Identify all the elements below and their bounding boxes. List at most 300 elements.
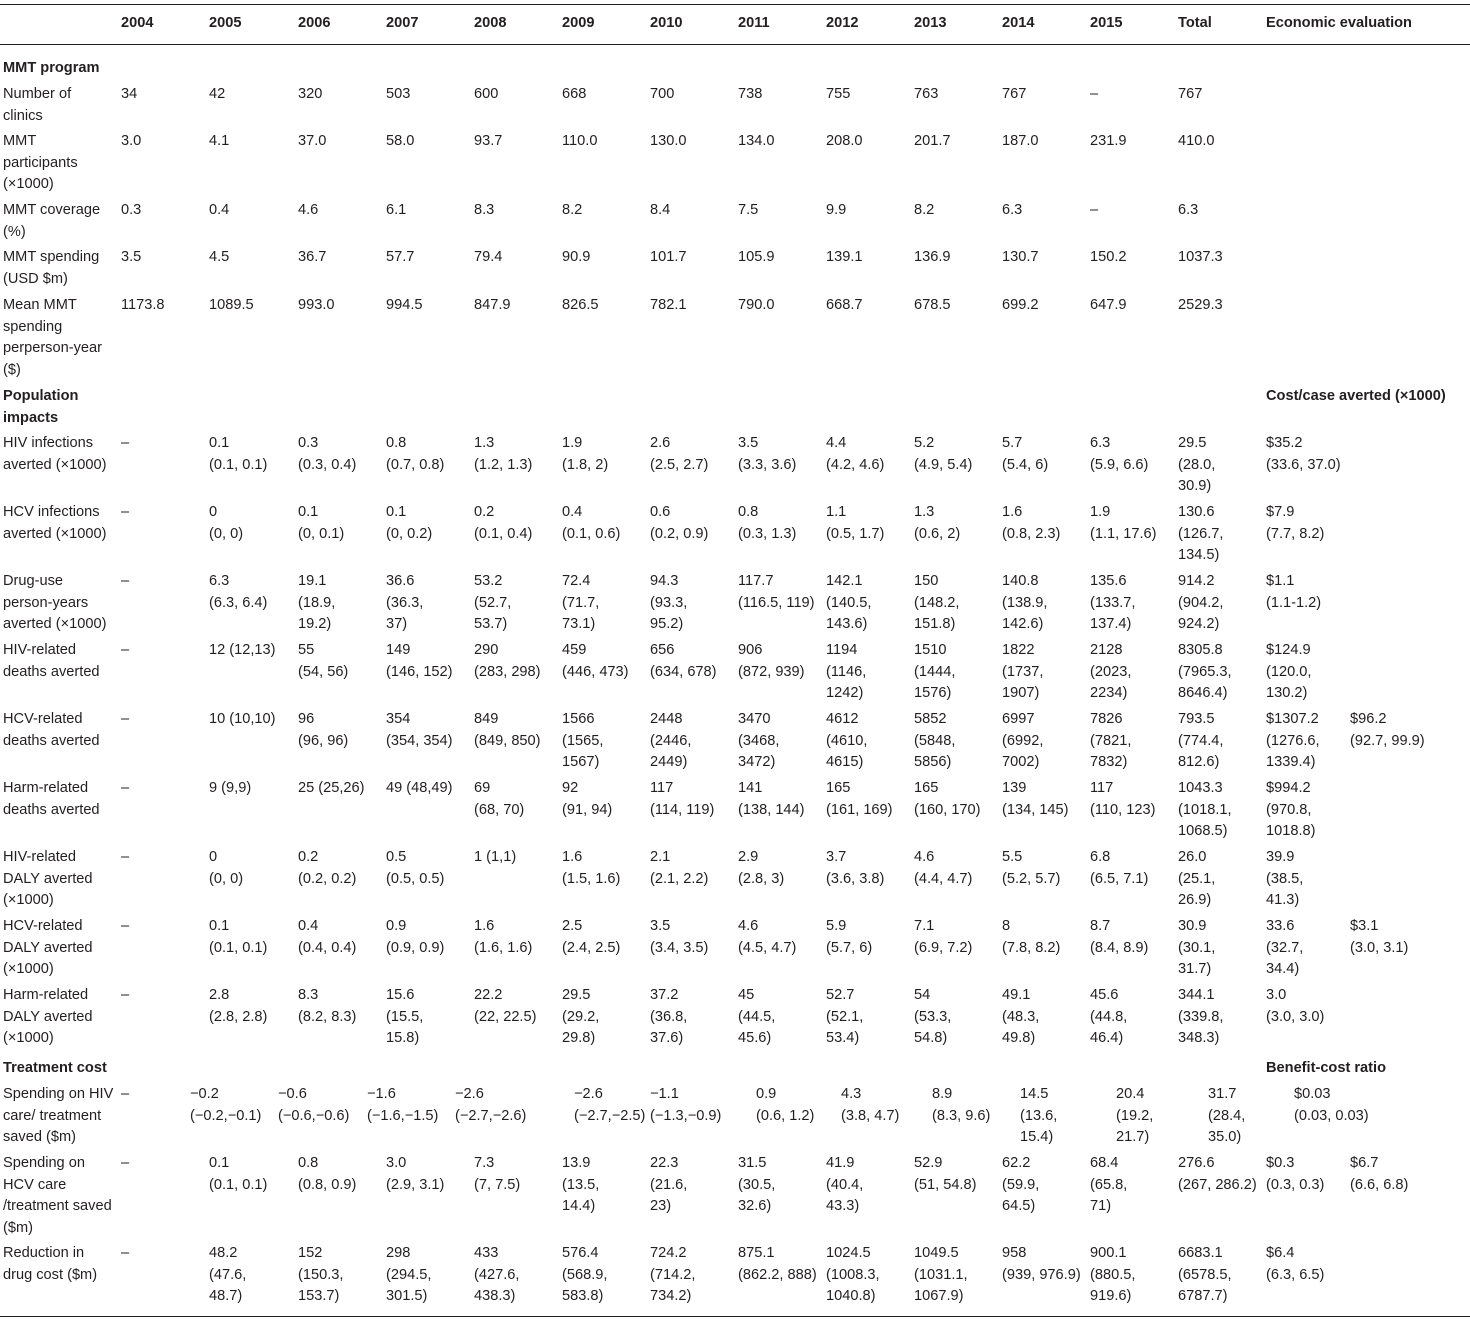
table-cell: (160, 170) <box>914 801 981 818</box>
table-cell: 130.7 <box>1002 249 1039 265</box>
table-cell: (1031.1, <box>914 1266 968 1283</box>
table-cell: (140.5, <box>826 594 872 611</box>
table-cell: (0.1, 0.1) <box>209 939 268 956</box>
table-cell: (13.5, <box>562 1176 600 1193</box>
row-label: (×1000) <box>3 961 54 977</box>
table-cell: (52.1, <box>826 1008 864 1025</box>
table-cell: 503 <box>386 86 411 102</box>
column-header: 2010 <box>650 15 683 31</box>
table-cell: (36.8, <box>650 1008 688 1025</box>
table-cell: 54.8) <box>914 1030 948 1046</box>
table-cell: (7.7, 8.2) <box>1266 525 1325 542</box>
table-cell: −2.6 <box>455 1086 484 1102</box>
row-label: ($m) <box>3 1219 33 1236</box>
table-cell: – <box>121 1245 130 1261</box>
table-cell: (4610, <box>826 732 868 749</box>
table-cell: (1.6, 1.6) <box>474 939 533 956</box>
table-cell: 8.2 <box>914 202 935 218</box>
table-cell: 39.9 <box>1266 849 1295 865</box>
table-rule <box>0 1316 1470 1317</box>
table-cell: 48.7) <box>209 1288 243 1304</box>
table-cell: $994.2 <box>1266 780 1311 796</box>
table-cell: (5.9, 6.6) <box>1090 456 1149 473</box>
table-cell: 134.0 <box>738 133 775 149</box>
table-cell: (0, 0) <box>209 525 244 542</box>
row-label: Reduction in <box>3 1245 85 1261</box>
table-cell: (634, 678) <box>650 663 717 680</box>
table-cell: 208.0 <box>826 133 863 149</box>
row-label: perperson-year <box>3 340 102 356</box>
table-cell: 201.7 <box>914 133 951 149</box>
table-cell: 10 (10,10) <box>209 711 276 727</box>
table-cell: 58.0 <box>386 133 415 149</box>
table-cell: (7965.3, <box>1178 663 1232 680</box>
table-cell: 130.6 <box>1178 504 1215 520</box>
table-cell: 993.0 <box>298 297 335 313</box>
column-subheading: Cost/case averted (×1000) <box>1266 388 1446 404</box>
table-cell: 7.3 <box>474 1155 495 1171</box>
table-cell: (18.9, <box>298 594 336 611</box>
table-cell: 8.4 <box>650 202 671 218</box>
table-cell: 25 (25,26) <box>298 780 365 796</box>
table-cell: (54, 56) <box>298 663 349 680</box>
table-cell: 1.9 <box>1090 504 1111 520</box>
table-cell: 0.1 <box>298 504 319 520</box>
table-cell: (19.2, <box>1116 1107 1154 1124</box>
table-cell: – <box>121 918 130 934</box>
table-cell: 0.2 <box>298 849 319 865</box>
table-cell: $124.9 <box>1266 642 1311 658</box>
table-cell: $35.2 <box>1266 435 1303 451</box>
column-header: 2014 <box>1002 15 1035 31</box>
table-cell: 151.8) <box>914 616 956 632</box>
table-cell: (4.2, 4.6) <box>826 456 885 473</box>
table-cell: 34.4) <box>1266 961 1300 977</box>
table-cell: 1.6 <box>1002 504 1023 520</box>
table-cell: 72.4 <box>562 573 591 589</box>
table-cell: (4.5, 4.7) <box>738 939 797 956</box>
table-cell: – <box>121 1086 130 1102</box>
table-cell: (2.5, 2.7) <box>650 456 709 473</box>
table-cell: (294.5, <box>386 1266 432 1283</box>
table-cell: 1194 <box>826 642 858 658</box>
table-cell: 1 (1,1) <box>474 849 517 865</box>
table-cell: 576.4 <box>562 1245 599 1261</box>
table-cell: $96.2 <box>1350 711 1387 727</box>
table-cell: (1.5, 1.6) <box>562 870 621 887</box>
table-cell: 433 <box>474 1245 499 1261</box>
table-cell: 0.1 <box>209 918 230 934</box>
table-cell: 64.5) <box>1002 1198 1036 1214</box>
table-cell: 41.9 <box>826 1155 855 1171</box>
table-cell: 2.1 <box>650 849 671 865</box>
table-cell: (0.3, 0.4) <box>298 456 357 473</box>
table-cell: – <box>121 573 130 589</box>
table-cell: (146, 152) <box>386 663 453 680</box>
table-cell: (0.1, 0.4) <box>474 525 533 542</box>
table-cell: 101.7 <box>650 249 687 265</box>
table-cell: 4.3 <box>841 1086 862 1102</box>
table-cell: (0, 0.2) <box>386 525 433 542</box>
table-cell: 41.3) <box>1266 892 1300 908</box>
table-cell: 139 <box>1002 780 1027 796</box>
table-cell: $0.03 <box>1294 1086 1331 1102</box>
table-cell: (427.6, <box>474 1266 520 1283</box>
table-cell: 55 <box>298 642 315 658</box>
table-cell: (0.6, 2) <box>914 525 961 542</box>
table-cell: (6992, <box>1002 732 1044 749</box>
column-header: 2011 <box>738 15 770 31</box>
table-cell: 52.7 <box>826 987 855 1003</box>
column-header: 2005 <box>209 15 242 31</box>
table-cell: 4615) <box>826 754 864 770</box>
table-cell: 2234) <box>1090 685 1128 701</box>
table-cell: 2128 <box>1090 642 1123 658</box>
table-cell: (0.6, 1.2) <box>756 1107 815 1124</box>
table-cell: 0.1 <box>386 504 407 520</box>
table-cell: 93.7 <box>474 133 503 149</box>
table-cell: 7826 <box>1090 711 1123 727</box>
table-cell: (28.0, <box>1178 456 1216 473</box>
table-cell: (970.8, <box>1266 801 1312 818</box>
table-cell: −1.6 <box>367 1086 396 1102</box>
table-cell: (52.7, <box>474 594 512 611</box>
section-heading: impacts <box>3 409 59 426</box>
table-cell: 7832) <box>1090 754 1128 770</box>
table-cell: 1040.8) <box>826 1288 876 1304</box>
table-cell: 767 <box>1002 86 1027 102</box>
row-label: MMT <box>3 133 37 149</box>
table-cell: 4.6 <box>738 918 759 934</box>
row-label: Drug-use <box>3 573 64 589</box>
table-cell: (38.5, <box>1266 870 1304 887</box>
table-cell: (−1.3,−0.9) <box>650 1107 722 1124</box>
table-cell: 53.2 <box>474 573 503 589</box>
table-cell: 45 <box>738 987 755 1003</box>
table-cell: 37) <box>386 616 408 632</box>
table-cell: (28.4, <box>1208 1107 1246 1124</box>
row-label: saved ($m) <box>3 1129 76 1145</box>
table-cell: 31.7) <box>1178 961 1212 977</box>
table-cell: (1565, <box>562 732 604 749</box>
table-cell: 1.9 <box>562 435 583 451</box>
section-heading: MMT program <box>3 60 100 76</box>
table-cell: (3.0, 3.1) <box>1350 939 1409 956</box>
table-cell: (138.9, <box>1002 594 1048 611</box>
table-cell: (1146, <box>826 663 867 680</box>
table-cell: 52.9 <box>914 1155 943 1171</box>
table-cell: (−2.7,−2.6) <box>455 1107 527 1124</box>
table-cell: (0.4, 0.4) <box>298 939 357 956</box>
table-cell: 438.3) <box>474 1288 516 1304</box>
table-cell: −2.6 <box>574 1086 603 1102</box>
row-label: drug cost ($m) <box>3 1266 98 1283</box>
table-cell: 142.6) <box>1002 616 1044 632</box>
row-label: HCV-related <box>3 711 83 727</box>
table-cell: 142.1 <box>826 573 863 589</box>
table-cell: 700 <box>650 86 675 102</box>
table-cell: 34 <box>121 86 138 102</box>
table-cell: 94.3 <box>650 573 679 589</box>
row-label: (×1000) <box>3 1030 54 1046</box>
table-cell: (138, 144) <box>738 801 805 818</box>
table-cell: 13.9 <box>562 1155 591 1171</box>
table-cell: (339.8, <box>1178 1008 1224 1025</box>
table-cell: (−1.6,−1.5) <box>367 1107 439 1124</box>
table-cell: (5.4, 6) <box>1002 456 1049 473</box>
table-cell: 6683.1 <box>1178 1245 1223 1261</box>
table-cell: 14.5 <box>1020 1086 1049 1102</box>
table-cell: (13.6, <box>1020 1107 1058 1124</box>
table-cell: 994.5 <box>386 297 423 313</box>
table-cell: 165 <box>826 780 851 796</box>
table-cell: 4.6 <box>298 202 319 218</box>
table-cell: 105.9 <box>738 249 775 265</box>
table-cell: (774.4, <box>1178 732 1224 749</box>
table-cell: 767 <box>1178 86 1203 102</box>
table-cell: (8.3, 9.6) <box>932 1107 991 1124</box>
table-cell: (0.2, 0.9) <box>650 525 709 542</box>
table-cell: $0.3 <box>1266 1155 1295 1171</box>
table-cell: 1037.3 <box>1178 249 1223 265</box>
table-cell: 1089.5 <box>209 297 254 313</box>
table-cell: (7, 7.5) <box>474 1176 521 1193</box>
table-cell: (1.1-1.2) <box>1266 594 1322 611</box>
table-cell: 3.0 <box>121 133 142 149</box>
table-cell: (3.8, 4.7) <box>841 1107 900 1124</box>
table-cell: (0.1, 0.1) <box>209 1176 268 1193</box>
table-cell: (714.2, <box>650 1266 696 1283</box>
table-cell: (0.5, 0.5) <box>386 870 445 887</box>
table-cell: (2.9, 3.1) <box>386 1176 445 1193</box>
table-cell: 149 <box>386 642 411 658</box>
table-cell: 136.9 <box>914 249 951 265</box>
table-cell: (29.2, <box>562 1008 600 1025</box>
table-cell: 0.4 <box>562 504 583 520</box>
table-cell: 344.1 <box>1178 987 1215 1003</box>
table-cell: 140.8 <box>1002 573 1039 589</box>
table-cell: (71.7, <box>562 594 600 611</box>
table-cell: 1907) <box>1002 685 1040 701</box>
table-cell: 134.5) <box>1178 547 1220 563</box>
table-cell: 117 <box>1090 780 1114 796</box>
table-cell: 45.6) <box>738 1030 772 1046</box>
table-cell: (283, 298) <box>474 663 541 680</box>
table-cell: 35.0) <box>1208 1129 1242 1145</box>
row-label: care/ treatment <box>3 1107 102 1124</box>
row-label: HIV infections <box>3 435 94 451</box>
table-cell: 26.9) <box>1178 892 1212 908</box>
table-cell: 42 <box>209 86 226 102</box>
table-cell: (33.6, 37.0) <box>1266 456 1341 473</box>
table-cell: (1444, <box>914 663 956 680</box>
table-cell: (849, 850) <box>474 732 541 749</box>
table-cell: $7.9 <box>1266 504 1295 520</box>
table-cell: (862.2, 888) <box>738 1266 817 1283</box>
table-cell: (904.2, <box>1178 594 1224 611</box>
table-cell: 110.0 <box>562 133 598 149</box>
table-cell: (1737, <box>1002 663 1044 680</box>
table-cell: – <box>121 711 130 727</box>
column-header: 2013 <box>914 15 947 31</box>
table-cell: 1067.9) <box>914 1288 964 1304</box>
table-cell: (2.1, 2.2) <box>650 870 709 887</box>
table-cell: (21.6, <box>650 1176 688 1193</box>
row-label: DALY averted <box>3 870 93 887</box>
table-cell: 919.6) <box>1090 1288 1132 1304</box>
table-cell: (3.0, 3.0) <box>1266 1008 1325 1025</box>
table-cell: (32.7, <box>1266 939 1304 956</box>
table-cell: (0.03, 0.03) <box>1294 1107 1369 1124</box>
table-cell: 32.6) <box>738 1198 772 1214</box>
table-cell: 410.0 <box>1178 133 1215 149</box>
table-cell: (44.5, <box>738 1008 776 1025</box>
table-cell: (1.8, 2) <box>562 456 609 473</box>
table-cell: 3.0 <box>386 1155 407 1171</box>
table-cell: 6.3 <box>209 573 230 589</box>
table-cell: 37.0 <box>298 133 327 149</box>
table-cell: (116.5, 119) <box>738 594 815 611</box>
table-cell: 26.0 <box>1178 849 1207 865</box>
table-cell: 668.7 <box>826 297 863 313</box>
row-label: Harm-related <box>3 780 89 796</box>
table-cell: 790.0 <box>738 297 775 313</box>
table-cell: 849 <box>474 711 499 727</box>
table-cell: 150 <box>914 573 939 589</box>
table-cell: 36.7 <box>298 249 327 265</box>
table-cell: 79.4 <box>474 249 503 265</box>
table-cell: 30.9) <box>1178 478 1212 494</box>
table-cell: 875.1 <box>738 1245 775 1261</box>
column-header: 2009 <box>562 15 595 31</box>
table-cell: 49 (48,49) <box>386 780 453 796</box>
table-cell: 152 <box>298 1245 323 1261</box>
table-cell: (6578.5, <box>1178 1266 1232 1283</box>
table-cell: (65.8, <box>1090 1176 1128 1193</box>
table-cell: 1.1 <box>826 504 847 520</box>
table-cell: (939, 976.9) <box>1002 1266 1081 1283</box>
table-cell: 153.7) <box>298 1288 340 1304</box>
table-cell: −0.2 <box>190 1086 219 1102</box>
table-cell: 4.4 <box>826 435 847 451</box>
table-cell: (8.2, 8.3) <box>298 1008 357 1025</box>
row-label: spending <box>3 318 63 335</box>
table-cell: 301.5) <box>386 1288 428 1304</box>
table-cell: 19.2) <box>298 616 332 632</box>
table-cell: (36.3, <box>386 594 424 611</box>
table-cell: −1.1 <box>650 1086 679 1102</box>
table-cell: (6.6, 6.8) <box>1350 1176 1409 1193</box>
table-cell: 49.8) <box>1002 1030 1036 1046</box>
table-cell: 14.4) <box>562 1198 596 1214</box>
table-cell: 3.5 <box>650 918 671 934</box>
table-cell: 141 <box>738 780 763 796</box>
table-cell: 6.8 <box>1090 849 1111 865</box>
table-cell: 8 <box>1002 918 1011 934</box>
table-cell: 5.2 <box>914 435 935 451</box>
table-cell: (161, 169) <box>826 801 893 818</box>
table-cell: 0.1 <box>209 1155 230 1171</box>
section-heading: Treatment cost <box>3 1060 107 1076</box>
table-cell: (3.6, 3.8) <box>826 870 885 887</box>
table-cell: 130.0 <box>650 133 687 149</box>
table-cell: 0.4 <box>209 202 230 218</box>
table-cell: 31.7 <box>1208 1086 1237 1102</box>
row-label: (USD $m) <box>3 270 68 287</box>
table-cell: (59.9, <box>1002 1176 1040 1193</box>
table-cell: 812.6) <box>1178 754 1220 770</box>
table-cell: 906 <box>738 642 763 658</box>
table-cell: (8.4, 8.9) <box>1090 939 1149 956</box>
table-cell: (354, 354) <box>386 732 453 749</box>
table-cell: – <box>1090 86 1099 102</box>
row-label: Number of <box>3 86 72 102</box>
row-label: Mean MMT <box>3 297 77 313</box>
table-cell: 1510 <box>914 642 947 658</box>
table-cell: 69 <box>474 780 491 796</box>
table-cell: 187.0 <box>1002 133 1039 149</box>
table-cell: (1.1, 17.6) <box>1090 525 1157 542</box>
table-cell: 3.5 <box>121 249 142 265</box>
table-cell: 914.2 <box>1178 573 1215 589</box>
table-cell: (568.9, <box>562 1266 608 1283</box>
row-label: participants <box>3 154 78 171</box>
table-cell: 2.5 <box>562 918 583 934</box>
table-cell: 37.2 <box>650 987 679 1003</box>
table-cell: 95.2) <box>650 616 684 632</box>
table-cell: 1567) <box>562 754 600 770</box>
table-cell: (0.1, 0.6) <box>562 525 621 542</box>
column-header: 2004 <box>121 15 154 31</box>
row-label: (×1000) <box>3 892 54 908</box>
table-cell: $1.1 <box>1266 573 1295 589</box>
table-cell: (0.5, 1.7) <box>826 525 885 542</box>
table-cell: 3.7 <box>826 849 847 865</box>
column-header: Economic evaluation <box>1266 15 1412 31</box>
table-cell: 137.4) <box>1090 616 1132 632</box>
table-cell: 1049.5 <box>914 1245 959 1261</box>
table-cell: 71) <box>1090 1198 1112 1214</box>
table-cell: 96 <box>298 711 315 727</box>
table-cell: – <box>121 642 130 658</box>
table-cell: (53.3, <box>914 1008 952 1025</box>
table-cell: (0.9, 0.9) <box>386 939 445 956</box>
table-cell: 958 <box>1002 1245 1027 1261</box>
column-header: 2012 <box>826 15 859 31</box>
table-cell: 1339.4) <box>1266 754 1316 770</box>
table-cell: 320 <box>298 86 323 102</box>
row-label: Spending on HIV <box>3 1086 114 1102</box>
column-subheading: Benefit-cost ratio <box>1266 1060 1387 1076</box>
table-cell: (134, 145) <box>1002 801 1069 818</box>
table-cell: (2.8, 3) <box>738 870 785 887</box>
table-cell: 30.9 <box>1178 918 1207 934</box>
table-cell: (22, 22.5) <box>474 1008 537 1025</box>
table-cell: $3.1 <box>1350 918 1379 934</box>
table-cell: – <box>121 987 130 1003</box>
table-cell: (880.5, <box>1090 1266 1136 1283</box>
table-cell: 9 (9,9) <box>209 780 252 796</box>
table-cell: 62.2 <box>1002 1155 1031 1171</box>
table-cell: 8.3 <box>474 202 495 218</box>
table-cell: 5.5 <box>1002 849 1023 865</box>
table-cell: (3.4, 3.5) <box>650 939 709 956</box>
table-cell: 7.1 <box>914 918 935 934</box>
table-cell: −0.6 <box>278 1086 307 1102</box>
table-cell: 4.6 <box>914 849 935 865</box>
table-cell: 678.5 <box>914 297 951 313</box>
table-cell: (1.2, 1.3) <box>474 456 533 473</box>
